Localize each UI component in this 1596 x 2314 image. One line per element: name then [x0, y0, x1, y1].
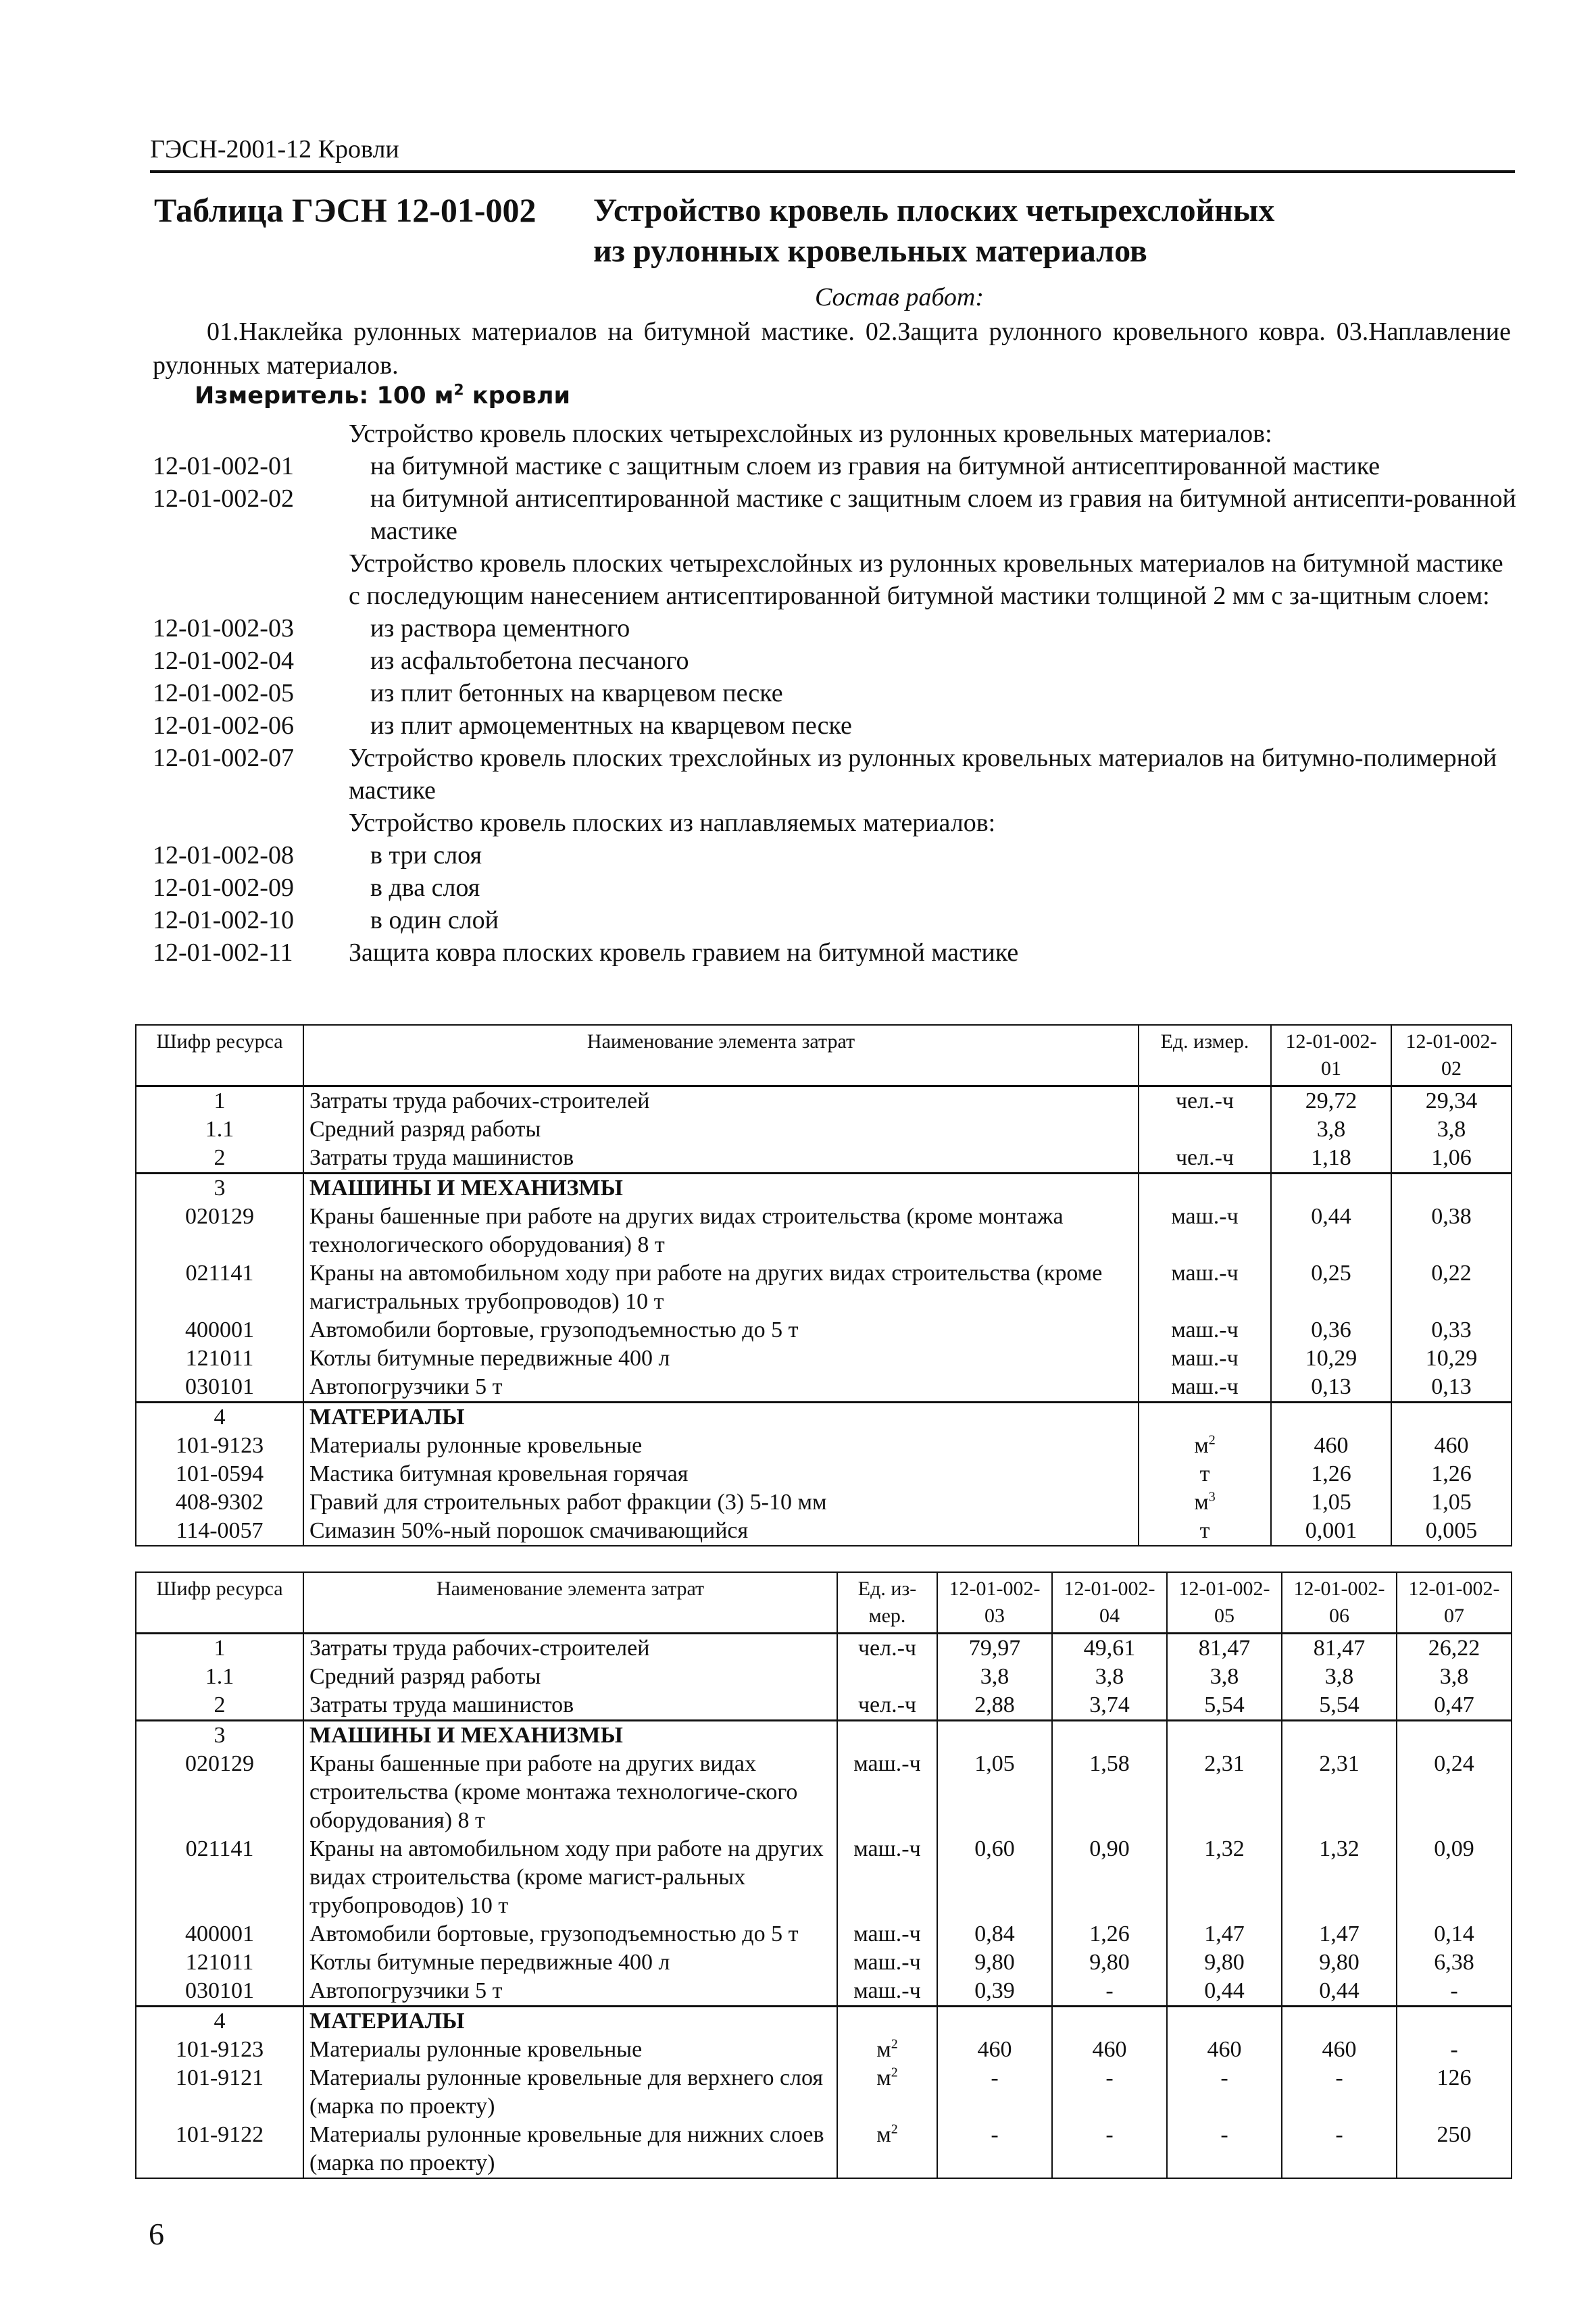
unit [1139, 1259, 1271, 1316]
resource-name: Затраты труда машинистов [303, 1691, 837, 1721]
norm-value: 1,26 [1391, 1460, 1512, 1488]
column-header: Наименование элемента затрат [303, 1572, 837, 1634]
norm-value [1271, 1174, 1391, 1203]
norm-value [1052, 2007, 1167, 2036]
unit [837, 2007, 937, 2036]
resource-table-1 [135, 1024, 1512, 1546]
norm-value: 5,54 [1167, 1691, 1282, 1721]
unit [837, 2036, 937, 2064]
table-row [136, 1488, 1512, 1517]
norm-value: 0,09 [1397, 1835, 1512, 1920]
norm-value [937, 2007, 1052, 2036]
norm-value: 1,32 [1282, 1835, 1397, 1920]
norm-value: 6,38 [1397, 1948, 1512, 1977]
norm-value: 3,8 [1397, 1663, 1512, 1691]
table-row [136, 1086, 1512, 1116]
norm-description: в три слоя [370, 841, 482, 870]
norm-value: 1,32 [1167, 1835, 1282, 1920]
resource-name: МАТЕРИАЛЫ [303, 1403, 1139, 1432]
norm-value: - [937, 2064, 1052, 2121]
norm-value: 1,47 [1282, 1920, 1397, 1948]
table-number: Таблица ГЭСН 12-01-002 [154, 191, 537, 229]
norm-description: Защита ковра плоских кровель гравием на битумной мастике [349, 938, 1019, 967]
resource-code: 030101 [136, 1373, 303, 1403]
norm-value: 0,60 [937, 1835, 1052, 1920]
table-row [136, 1259, 1512, 1316]
table-row [136, 2121, 1512, 2178]
column-header: Наименование элемента затрат [303, 1025, 1139, 1086]
meter-label: Измеритель: [195, 382, 369, 409]
table-row [136, 1835, 1512, 1920]
code-list-item [153, 936, 1518, 969]
unit-exponent: 2 [891, 2065, 898, 2080]
column-header: Шифр ресурса [136, 1025, 303, 1086]
resource-name: Котлы битумные передвижные 400 л [303, 1344, 1139, 1373]
resource-name: Затраты труда рабочих-строителей [303, 1086, 1139, 1116]
resource-code: 1 [136, 1086, 303, 1116]
table-row [136, 1920, 1512, 1948]
work-composition-text: 01.Наклейка рулонных материалов на битумной мастике. 02.Защита рулонного кровельного ковра. 03.Наплавление рулонных материалов. [153, 318, 1511, 380]
table-row [136, 1432, 1512, 1460]
norm-code: 12-01-002-01 [153, 452, 294, 480]
norm-value: 2,31 [1282, 1750, 1397, 1835]
resource-name: Симазин 50%-ный порошок смачивающийся [303, 1517, 1139, 1546]
norm-value: 3,8 [1271, 1115, 1391, 1144]
caption-line-1: Устройство кровель плоских четырехслойных [593, 193, 1275, 228]
unit-exponent: 2 [891, 2121, 898, 2137]
norm-value [1167, 2007, 1282, 2036]
resource-name: Автомобили бортовые, грузоподъемностью до 5 т [303, 1316, 1139, 1344]
unit-exponent: 2 [891, 2036, 898, 2052]
code-list-item [153, 807, 1518, 839]
column-header: 12-01-002-05 [1167, 1572, 1282, 1634]
norm-value [1282, 1721, 1397, 1751]
column-header: Ед. измер. [1139, 1025, 1271, 1086]
norm-value: - [1167, 2064, 1282, 2121]
norm-value: 29,72 [1271, 1086, 1391, 1116]
norm-code [153, 418, 349, 450]
code-list-item [153, 450, 1518, 482]
norm-value: 3,8 [1282, 1663, 1397, 1691]
norm-description: Устройство кровель плоских четырехслойных из рулонных кровельных материалов: [349, 420, 1272, 448]
norm-description: из раствора цементного [370, 614, 630, 643]
table-row [136, 1634, 1512, 1663]
unit-text: м [876, 2037, 891, 2062]
code-list-item [153, 872, 1518, 904]
table-row [136, 1174, 1512, 1203]
norm-code [153, 547, 349, 612]
unit [837, 2121, 937, 2178]
code-list [153, 418, 1518, 969]
resource-code: 121011 [136, 1344, 303, 1373]
norm-value: 26,22 [1397, 1634, 1512, 1663]
code-list-item [153, 839, 1518, 872]
unit-text: маш.-ч [853, 1978, 921, 2003]
norm-value: - [1052, 2064, 1167, 2121]
resource-name: МАТЕРИАЛЫ [303, 2007, 837, 2036]
norm-value: 5,54 [1282, 1691, 1397, 1721]
norm-value: 0,38 [1391, 1203, 1512, 1259]
norm-description: на битумной антисептированной мастике с защитным слоем из гравия на битумной антисепти-рованной мастике [370, 484, 1516, 545]
resource-code: 400001 [136, 1316, 303, 1344]
unit-text: чел.-ч [857, 1692, 917, 1717]
resource-code: 408-9302 [136, 1488, 303, 1517]
code-list-item [153, 418, 1518, 450]
table-row [136, 2036, 1512, 2064]
norm-value: 3,8 [1052, 1663, 1167, 1691]
table-row [136, 1977, 1512, 2007]
norm-description: из плит армоцементных на кварцевом песке [370, 711, 852, 740]
caption-line-2: из рулонных кровельных материалов [593, 233, 1147, 269]
table-row [136, 1948, 1512, 1977]
table-caption [593, 191, 1472, 272]
code-list-item [153, 482, 1518, 547]
resource-name: Материалы рулонные кровельные [303, 2036, 837, 2064]
table-row [136, 2064, 1512, 2121]
table-row [136, 1316, 1512, 1344]
norm-value: 9,80 [1167, 1948, 1282, 1977]
norm-description: в один слой [370, 906, 499, 934]
unit-text: чел.-ч [1175, 1088, 1235, 1113]
unit-exponent: 2 [1208, 1432, 1216, 1448]
norm-value: - [1282, 2121, 1397, 2178]
norm-value: - [1052, 1977, 1167, 2007]
norm-value [1271, 1403, 1391, 1432]
resource-name: Материалы рулонные кровельные для нижних слоев (марка по проекту) [303, 2121, 837, 2178]
unit [837, 2064, 937, 2121]
norm-value: 250 [1397, 2121, 1512, 2178]
unit [1139, 1373, 1271, 1403]
resource-code: 101-0594 [136, 1460, 303, 1488]
norm-description: Устройство кровель плоских четырехслойных из рулонных кровельных материалов на битумной мастике с последующим нанесением антисептированной битумной мастики толщиной 2 мм с за-щитным слоем: [349, 549, 1503, 610]
unit-text: маш.-ч [853, 1921, 921, 1946]
norm-code: 12-01-002-02 [153, 484, 294, 513]
resource-name: Гравий для строительных работ фракции (3) 5-10 мм [303, 1488, 1139, 1517]
column-header: 12-01-002-03 [937, 1572, 1052, 1634]
norm-description: Устройство кровель плоских из наплавляемых материалов: [349, 809, 996, 837]
norm-value: 1,47 [1167, 1920, 1282, 1948]
unit-exponent: 3 [1208, 1489, 1216, 1505]
table-row [136, 1460, 1512, 1488]
norm-value: 0,25 [1271, 1259, 1391, 1316]
unit [1139, 1403, 1271, 1432]
resource-code: 114-0057 [136, 1517, 303, 1546]
code-list-item [153, 742, 1518, 807]
norm-code: 12-01-002-06 [153, 711, 294, 740]
norm-value: 0,13 [1271, 1373, 1391, 1403]
unit-text: маш.-ч [1171, 1261, 1239, 1286]
unit [1139, 1174, 1271, 1203]
norm-value: 460 [937, 2036, 1052, 2064]
norm-value: 0,24 [1397, 1750, 1512, 1835]
norm-value: 0,14 [1397, 1920, 1512, 1948]
unit-text: т [1199, 1461, 1210, 1486]
column-header: 12-01-002-02 [1391, 1025, 1512, 1086]
norm-code: 12-01-002-09 [153, 874, 294, 902]
norm-value: 0,44 [1167, 1977, 1282, 2007]
unit-text: чел.-ч [857, 1636, 917, 1661]
norm-value: 81,47 [1282, 1634, 1397, 1663]
norm-description: из плит бетонных на кварцевом песке [370, 679, 783, 707]
unit-text: маш.-ч [853, 1751, 921, 1776]
unit-text: маш.-ч [853, 1950, 921, 1975]
resource-code: 2 [136, 1691, 303, 1721]
norm-value: 0,13 [1391, 1373, 1512, 1403]
meter-sup: 2 [453, 382, 464, 399]
norm-code: 12-01-002-10 [153, 906, 294, 934]
column-header: 12-01-002-04 [1052, 1572, 1167, 1634]
resource-code: 1 [136, 1634, 303, 1663]
table-row [136, 1344, 1512, 1373]
unit-text: маш.-ч [1171, 1317, 1239, 1342]
unit [1139, 1316, 1271, 1344]
resource-code: 4 [136, 2007, 303, 2036]
norm-value: 10,29 [1271, 1344, 1391, 1373]
unit [837, 1948, 937, 1977]
norm-value: 2,88 [937, 1691, 1052, 1721]
resource-name: Мастика битумная кровельная горячая [303, 1460, 1139, 1488]
norm-value [1391, 1174, 1512, 1203]
table-row [136, 1203, 1512, 1259]
norm-description: Устройство кровель плоских трехслойных из рулонных кровельных материалов на битумно-полимерной мастике [349, 744, 1497, 805]
norm-value: 3,8 [1391, 1115, 1512, 1144]
norm-value [1052, 1721, 1167, 1751]
code-list-item [153, 709, 1518, 742]
norm-value: 9,80 [1282, 1948, 1397, 1977]
resource-name: Средний разряд работы [303, 1663, 837, 1691]
norm-value [1397, 1721, 1512, 1751]
unit-text: м [876, 2122, 891, 2147]
norm-value: 3,8 [1167, 1663, 1282, 1691]
norm-description: из асфальтобетона песчаного [370, 647, 689, 675]
unit-text: т [1199, 1518, 1210, 1543]
unit [837, 1691, 937, 1721]
unit-text: м [1194, 1433, 1209, 1458]
norm-value: 126 [1397, 2064, 1512, 2121]
norm-value: 0,36 [1271, 1316, 1391, 1344]
meter-tail: кровли [464, 382, 571, 409]
unit [1139, 1115, 1271, 1144]
norm-value: 0,22 [1391, 1259, 1512, 1316]
code-list-item [153, 612, 1518, 645]
page-number: 6 [149, 2217, 164, 2251]
unit-text: маш.-ч [1171, 1374, 1239, 1399]
norm-value: 29,34 [1391, 1086, 1512, 1116]
norm-value: 0,84 [937, 1920, 1052, 1948]
norm-code: 12-01-002-04 [153, 647, 294, 675]
resource-name: Краны на автомобильном ходу при работе на других видах строительства (кроме магист-ральных трубопроводов) 10 т [303, 1835, 837, 1920]
norm-value: 0,33 [1391, 1316, 1512, 1344]
norm-value: 460 [1282, 2036, 1397, 2064]
resource-code: 030101 [136, 1977, 303, 2007]
resource-code: 021141 [136, 1259, 303, 1316]
resource-code: 101-9123 [136, 1432, 303, 1460]
code-list-item [153, 547, 1518, 612]
resource-name: Автопогрузчики 5 т [303, 1373, 1139, 1403]
resource-code: 101-9122 [136, 2121, 303, 2178]
unit [837, 1920, 937, 1948]
resource-code: 3 [136, 1174, 303, 1203]
norm-value: - [937, 2121, 1052, 2178]
norm-value: 1,26 [1052, 1920, 1167, 1948]
unit-of-measure [195, 382, 570, 409]
resource-name: МАШИНЫ И МЕХАНИЗМЫ [303, 1174, 1139, 1203]
resource-name: Краны башенные при работе на других видах строительства (кроме монтажа технологического оборудования) 8 т [303, 1203, 1139, 1259]
norm-value: 49,61 [1052, 1634, 1167, 1663]
resource-code: 1.1 [136, 1115, 303, 1144]
norm-value: 0,39 [937, 1977, 1052, 2007]
resource-name: Затраты труда рабочих-строителей [303, 1634, 837, 1663]
code-list-item [153, 645, 1518, 677]
norm-value: - [1397, 2036, 1512, 2064]
norm-value: 2,31 [1167, 1750, 1282, 1835]
code-list-item [153, 904, 1518, 936]
column-header: 12-01-002-01 [1271, 1025, 1391, 1086]
unit [1139, 1144, 1271, 1174]
norm-description: в два слоя [370, 874, 480, 902]
norm-value: 3,8 [937, 1663, 1052, 1691]
norm-value: 1,06 [1391, 1144, 1512, 1174]
unit-text: маш.-ч [853, 1836, 921, 1861]
unit [1139, 1203, 1271, 1259]
unit-text: м [876, 2065, 891, 2090]
norm-value: 0,90 [1052, 1835, 1167, 1920]
resource-code: 021141 [136, 1835, 303, 1920]
norm-value: - [1282, 2064, 1397, 2121]
resource-name: Материалы рулонные кровельные [303, 1432, 1139, 1460]
norm-value: 3,74 [1052, 1691, 1167, 1721]
norm-code: 12-01-002-07 [153, 744, 294, 772]
norm-value: 1,05 [1391, 1488, 1512, 1517]
unit [837, 1663, 937, 1691]
table-row [136, 1691, 1512, 1721]
norm-value [1282, 2007, 1397, 2036]
resource-code: 101-9123 [136, 2036, 303, 2064]
resource-code: 3 [136, 1721, 303, 1751]
norm-code: 12-01-002-11 [153, 938, 293, 967]
resource-code: 121011 [136, 1948, 303, 1977]
norm-value: 1,58 [1052, 1750, 1167, 1835]
norm-value: 0,001 [1271, 1517, 1391, 1546]
resource-name: МАШИНЫ И МЕХАНИЗМЫ [303, 1721, 837, 1751]
norm-code: 12-01-002-03 [153, 614, 294, 643]
resource-code: 101-9121 [136, 2064, 303, 2121]
norm-value: 460 [1167, 2036, 1282, 2064]
resource-code: 1.1 [136, 1663, 303, 1691]
resource-code: 400001 [136, 1920, 303, 1948]
norm-value: 460 [1271, 1432, 1391, 1460]
resource-code: 020129 [136, 1750, 303, 1835]
column-header: Шифр ресурса [136, 1572, 303, 1634]
norm-value [1397, 2007, 1512, 2036]
table-row [136, 1721, 1512, 1751]
norm-value: 1,18 [1271, 1144, 1391, 1174]
norm-value: 9,80 [937, 1948, 1052, 1977]
resource-name: Автопогрузчики 5 т [303, 1977, 837, 2007]
norm-value: 460 [1391, 1432, 1512, 1460]
table-row [136, 1663, 1512, 1691]
norm-value: 0,44 [1271, 1203, 1391, 1259]
norm-value: 460 [1052, 2036, 1167, 2064]
running-header: ГЭСН-2001-12 Кровли [150, 132, 1515, 173]
norm-code [153, 807, 349, 839]
unit [837, 1721, 937, 1751]
column-header: 12-01-002-07 [1397, 1572, 1512, 1634]
norm-value [1167, 1721, 1282, 1751]
table-row [136, 1517, 1512, 1546]
resource-name: Материалы рулонные кровельные для верхнего слоя (марка по проекту) [303, 2064, 837, 2121]
table-row [136, 1403, 1512, 1432]
unit [837, 1835, 937, 1920]
unit [1139, 1086, 1271, 1116]
unit [1139, 1432, 1271, 1460]
resource-code: 4 [136, 1403, 303, 1432]
unit-text: м [1194, 1490, 1209, 1515]
unit-text: маш.-ч [1171, 1346, 1239, 1371]
norm-code: 12-01-002-05 [153, 679, 294, 707]
resource-name: Котлы битумные передвижные 400 л [303, 1948, 837, 1977]
unit-text: чел.-ч [1175, 1145, 1235, 1170]
norm-value [1391, 1403, 1512, 1432]
table-row [136, 1750, 1512, 1835]
unit [1139, 1488, 1271, 1517]
unit [1139, 1460, 1271, 1488]
norm-value: 0,47 [1397, 1691, 1512, 1721]
table-row [136, 2007, 1512, 2036]
unit [837, 1750, 937, 1835]
norm-code: 12-01-002-08 [153, 841, 294, 870]
norm-value: 10,29 [1391, 1344, 1512, 1373]
resource-name: Автомобили бортовые, грузоподъемностью до 5 т [303, 1920, 837, 1948]
table-row [136, 1144, 1512, 1174]
norm-value: 1,26 [1271, 1460, 1391, 1488]
norm-value: - [1397, 1977, 1512, 2007]
resource-code: 020129 [136, 1203, 303, 1259]
resource-name: Затраты труда машинистов [303, 1144, 1139, 1174]
work-composition-heading: Состав работ: [814, 283, 984, 311]
unit [837, 1977, 937, 2007]
resource-code: 2 [136, 1144, 303, 1174]
meter-value: 100 м [376, 382, 454, 409]
table-row [136, 1115, 1512, 1144]
norm-value: 9,80 [1052, 1948, 1167, 1977]
column-header: Ед. из-мер. [837, 1572, 937, 1634]
norm-value: 1,05 [937, 1750, 1052, 1835]
unit [837, 1634, 937, 1663]
norm-value: - [1052, 2121, 1167, 2178]
unit [1139, 1344, 1271, 1373]
norm-value: 79,97 [937, 1634, 1052, 1663]
norm-description: на битумной мастике с защитным слоем из гравия на битумной антисептированной мастике [370, 452, 1380, 480]
unit [1139, 1517, 1271, 1546]
resource-table-2 [135, 1571, 1512, 2179]
norm-value: 0,005 [1391, 1517, 1512, 1546]
norm-value: - [1167, 2121, 1282, 2178]
resource-name: Средний разряд работы [303, 1115, 1139, 1144]
resource-name: Краны башенные при работе на других видах строительства (кроме монтажа технологиче-ского оборудования) 8 т [303, 1750, 837, 1835]
column-header: 12-01-002-06 [1282, 1572, 1397, 1634]
norm-value [937, 1721, 1052, 1751]
resource-name: Краны на автомобильном ходу при работе на других видах строительства (кроме магистральных трубопроводов) 10 т [303, 1259, 1139, 1316]
norm-value: 0,44 [1282, 1977, 1397, 2007]
unit-text: маш.-ч [1171, 1204, 1239, 1229]
code-list-item [153, 677, 1518, 709]
table-row [136, 1373, 1512, 1403]
norm-value: 1,05 [1271, 1488, 1391, 1517]
norm-value: 81,47 [1167, 1634, 1282, 1663]
